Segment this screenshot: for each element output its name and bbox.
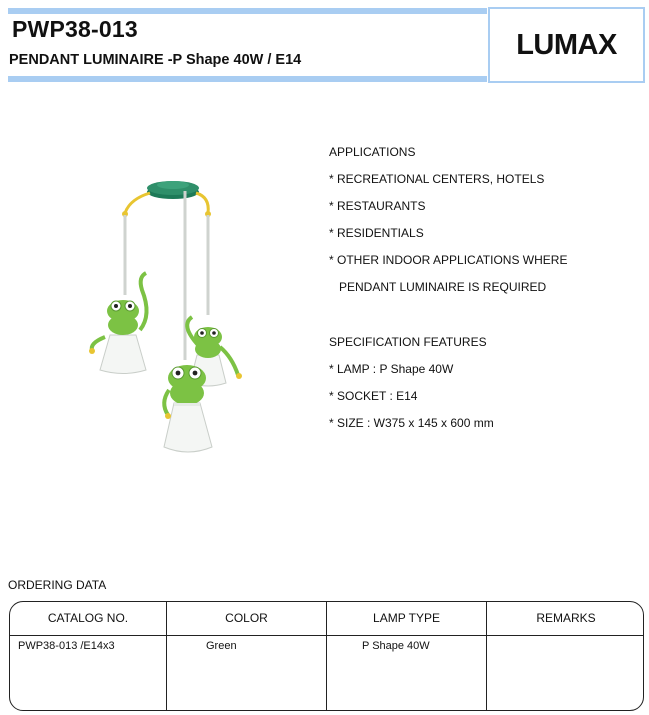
ordering-table xyxy=(9,601,644,711)
header-top-bar xyxy=(8,8,487,14)
column-header-color: COLOR xyxy=(225,611,268,625)
specification-item: * LAMP : P Shape 40W xyxy=(329,362,454,376)
cell-color: Green xyxy=(206,640,237,652)
cell-catalog: PWP38-013 /E14x3 xyxy=(18,640,115,652)
product-code: PWP38-013 xyxy=(12,16,138,42)
cell-lamp-type: P Shape 40W xyxy=(362,640,430,652)
product-subtitle: PENDANT LUMINAIRE -P Shape 40W / E14 xyxy=(9,52,302,68)
header-bottom-bar xyxy=(8,76,487,82)
application-item: * OTHER INDOOR APPLICATIONS WHERE xyxy=(329,253,568,267)
ordering-data-title: ORDERING DATA xyxy=(8,578,107,592)
column-header-catalog: CATALOG NO. xyxy=(47,611,129,625)
column-header-remarks: REMARKS xyxy=(536,611,596,625)
applications-heading: APPLICATIONS xyxy=(329,145,416,159)
column-header-lamp-type: LAMP TYPE xyxy=(373,611,440,625)
specification-item: * SOCKET : E14 xyxy=(329,389,418,403)
application-item: PENDANT LUMINAIRE IS REQUIRED xyxy=(329,280,547,294)
application-item: * RESIDENTIALS xyxy=(329,226,424,240)
logo-text: LUMAX xyxy=(516,28,617,61)
specification-heading: SPECIFICATION FEATURES xyxy=(329,335,487,349)
specification-item: * SIZE : W375 x 145 x 600 mm xyxy=(329,416,494,430)
frog-pendant-lamp-icon xyxy=(70,165,290,465)
brand-logo xyxy=(488,7,645,83)
application-item: * RESTAURANTS xyxy=(329,199,426,213)
application-item: * RECREATIONAL CENTERS, HOTELS xyxy=(329,172,545,186)
